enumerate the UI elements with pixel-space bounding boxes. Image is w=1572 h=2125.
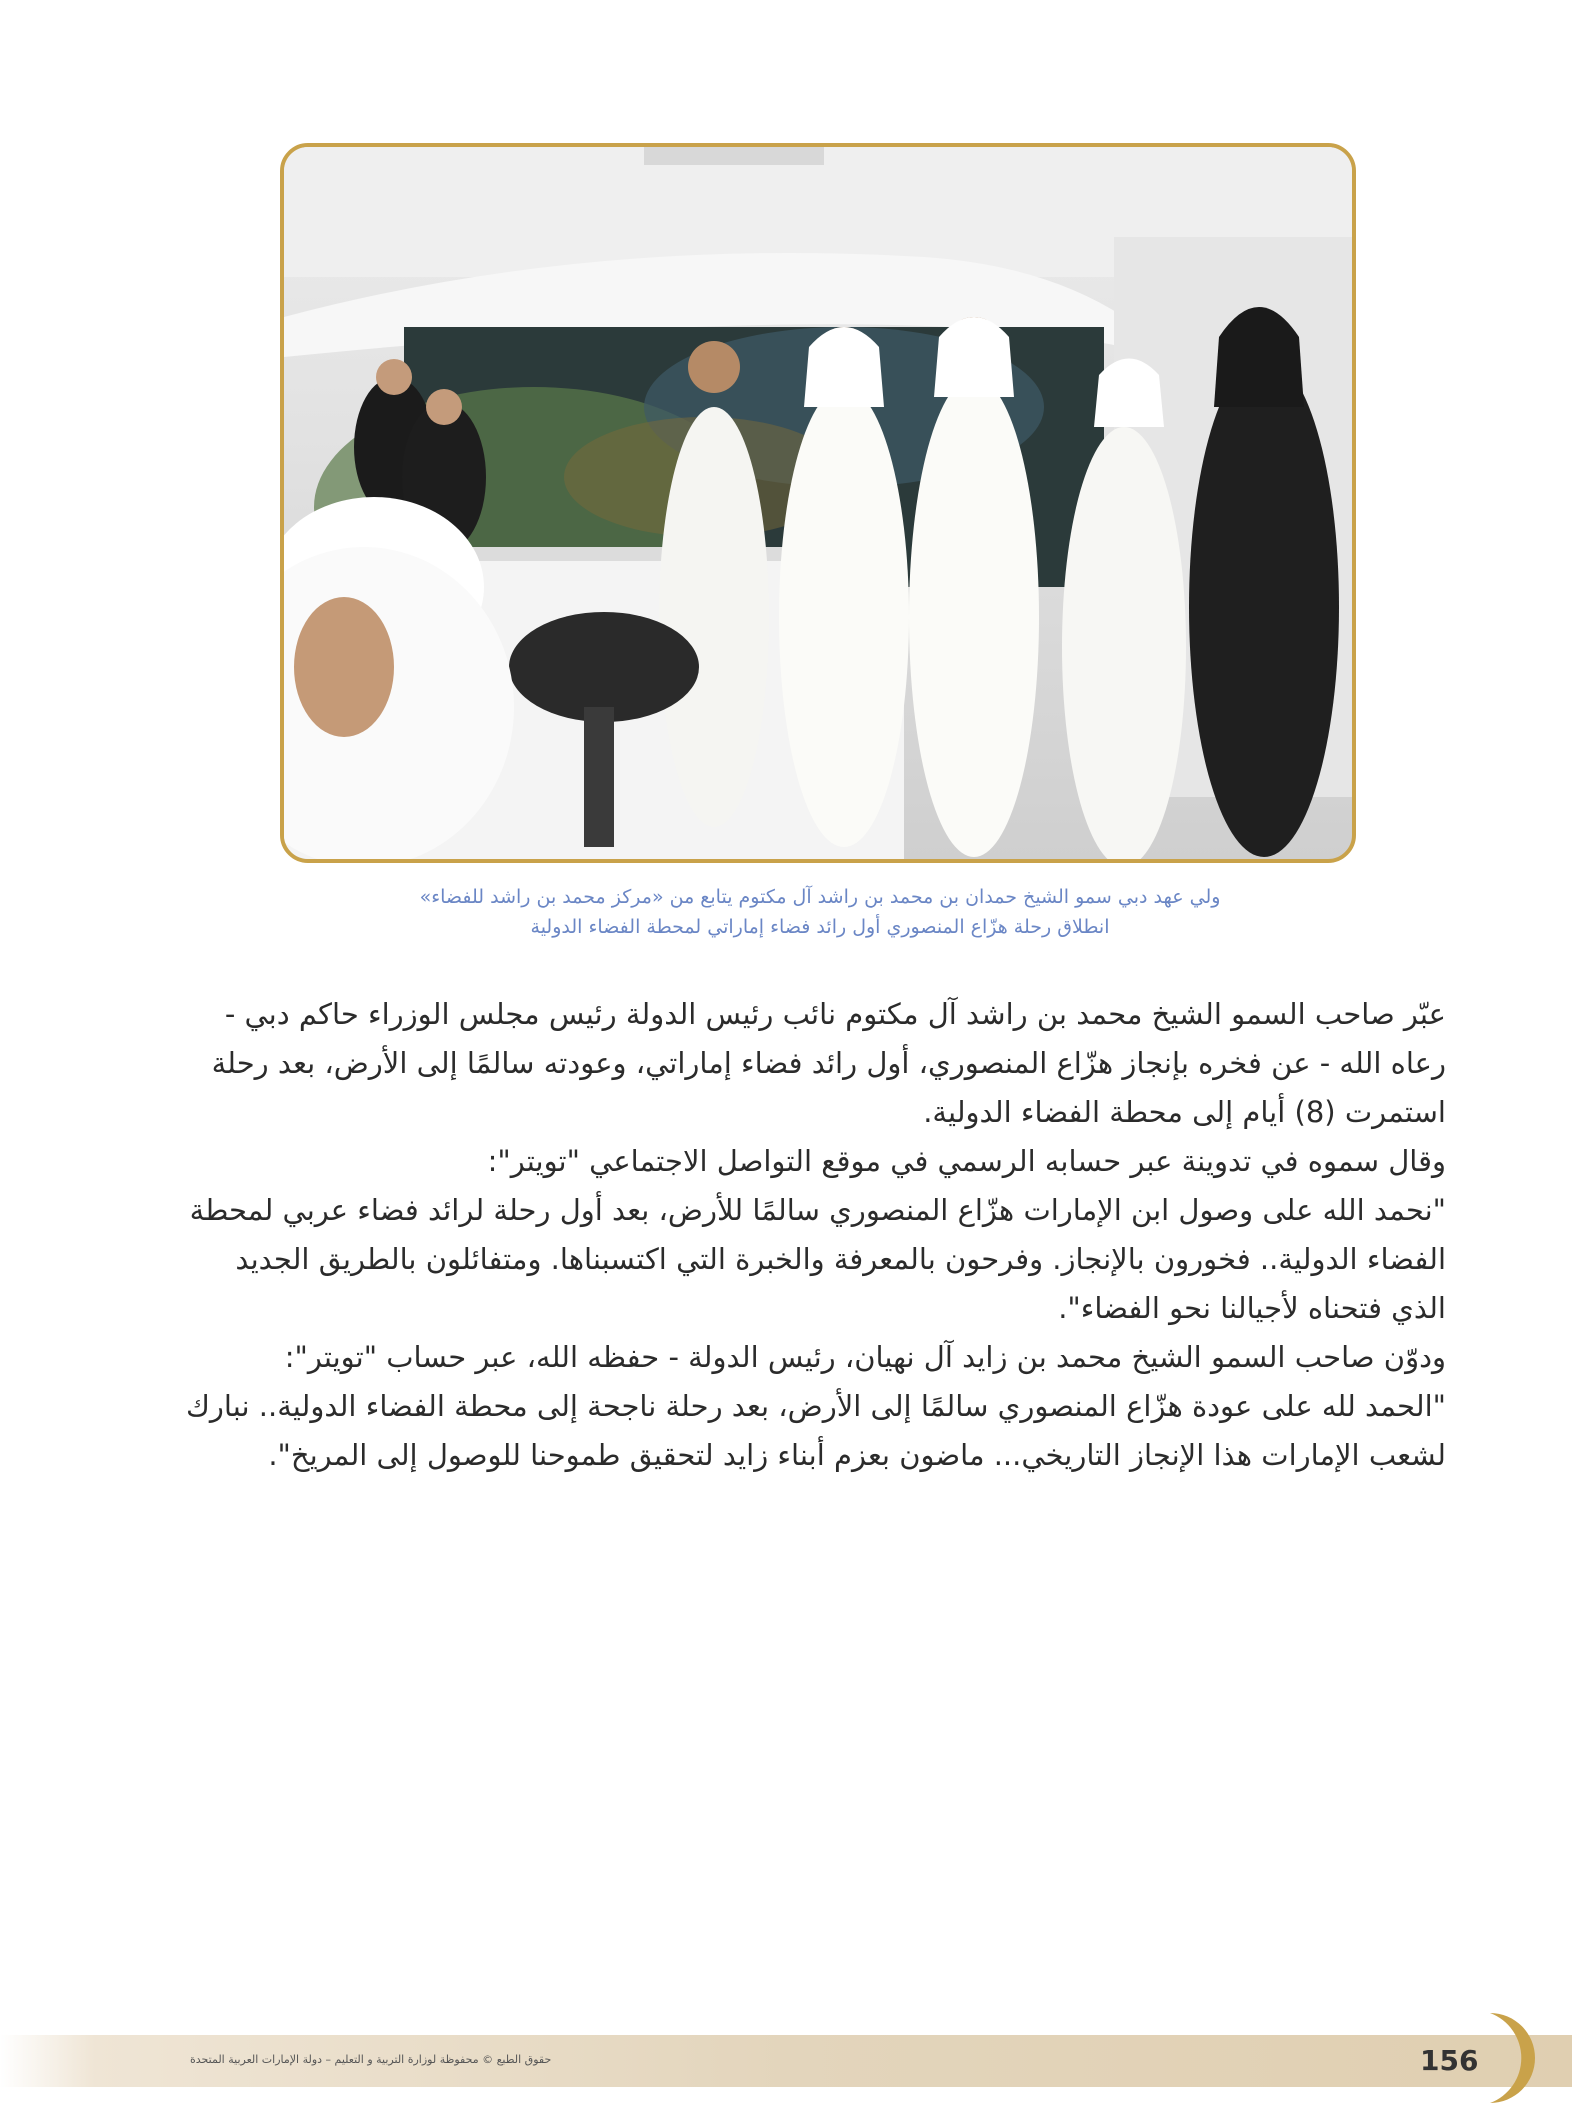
photo-caption: [300, 882, 1340, 942]
group-photo: [284, 147, 1352, 859]
paragraph-3: ودوّن صاحب السمو الشيخ محمد بن زايد آل نهيان، رئيس الدولة - حفظه الله، عبر حساب "تويتر":: [284, 1340, 1446, 1374]
caption-line-2: انطلاق رحلة هزّاع المنصوري أول رائد فضاء إماراتي لمحطة الفضاء الدولية: [530, 916, 1110, 938]
caption-line-1: ولي عهد دبي سمو الشيخ حمدان بن محمد بن راشد آل مكتوم يتابع من «مركز محمد بن راشد للفضاء»: [419, 886, 1221, 908]
photo-frame: [280, 143, 1356, 863]
quote-1: "نحمد الله على وصول ابن الإمارات هزّاع المنصوري سالمًا للأرض، بعد أول رحلة لرائد فضاء عربي لمحطة الفضاء الدولية.. فخورون بالإنجاز. وفرحون بالمعرفة والخبرة التي اكتسبناها. ومتفائلون بالطريق الجديد الذي فتحناه لأجيالنا نحو الفضاء".: [189, 1193, 1446, 1325]
quote-2: "الحمد لله على عودة هزّاع المنصوري سالمًا إلى الأرض، بعد رحلة ناجحة إلى محطة الفضاء الدولية.. نبارك لشعب الإمارات هذا الإنجاز التاريخي... ماضون بعزم أبناء زايد لتحقيق طموحنا للوصول إلى المريخ".: [186, 1389, 1446, 1472]
crescent-icon: [1470, 2008, 1540, 2108]
paragraph-1: عبّر صاحب السمو الشيخ محمد بن راشد آل مكتوم نائب رئيس الدولة رئيس مجلس الوزراء حاكم دبي - رعاه الله - عن فخره بإنجاز هزّاع المنصوري، أول رائد فضاء إماراتي، وعودته سالمًا إلى الأرض، بعد رحلة استمرت (8) أيام إلى محطة الفضاء الدولية.: [211, 997, 1446, 1129]
paragraph-2: وقال سموه في تدوينة عبر حسابه الرسمي في موقع التواصل الاجتماعي "تويتر":: [487, 1144, 1446, 1178]
page-number: 156: [1420, 2044, 1479, 2077]
article-body: [186, 990, 1446, 1480]
copyright-notice: حقوق الطبع © محفوظة لوزارة التربية و التعليم – دولة الإمارات العربية المتحدة: [190, 2053, 552, 2066]
